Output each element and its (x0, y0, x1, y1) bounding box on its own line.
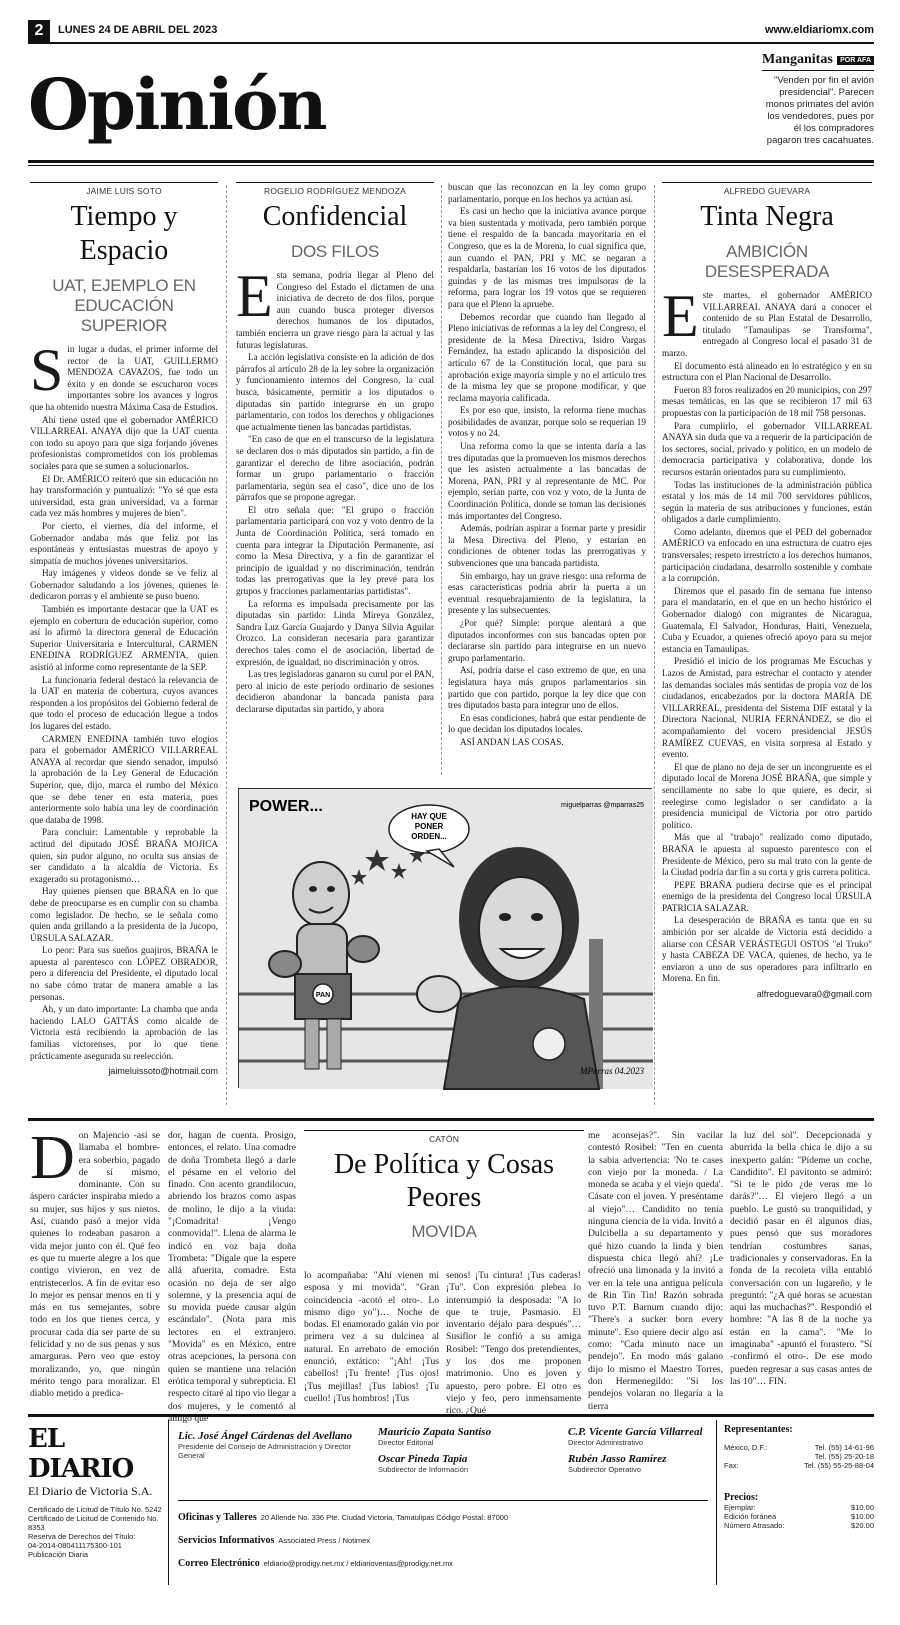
section-rule (28, 1118, 874, 1121)
column-body (236, 263, 434, 716)
paragraph: Debemos recordar que cuando han llegado al Pleno iniciativas de reformas a la ley del Congreso, el presidente de la Mesa Directiva, Isidro Vargas Fernández, ha estado aplicando la disposición del artículo 67 de la Constitución local, que para su aprobación exige mayoría simple y no el artículo tres de la misma ley que se propone modificar, y que reclama mayoría calificada. (448, 311, 646, 403)
paragraph: El otro señala que: "El grupo o fracción parlamentaria participará con voz y voto dentro de la Junta de Coordinación Política, será tomado en cuenta para integrar la Diputación Permanente, así como la Mesa Directiva, y a fin de garantizar el principio de igualdad y no discriminación, tendrán todas las prerrogativas que la ley prevé para los grupos y fracciones parlamentarias partidistas". (236, 504, 434, 597)
editorial-name: Mauricio Zapata Santiso (378, 1426, 492, 1438)
masthead-rule (28, 160, 874, 163)
paragraph: La acción legislativa consiste en la adición de dos párrafos al artículo 28 de la ley sobre la organización y funcionamiento internos del Congreso, la cual busca, básicamente, permitir a los diputados o diputadas sin partido integrarse en un grupo parlamentario, con todos los derechos y obligaciones que actualmente tienen las bancadas partidistas. (236, 352, 434, 432)
reps-label: Representantes: (724, 1424, 793, 1435)
paragraph: Todas las instituciones de la administración pública estatal y los más de 14 mil 700 servidores públicos, según la materia de sus atribuciones y funciones, están obligados a darle cumplimiento. (662, 479, 872, 525)
caton-name: De Política y Cosas Peores (333, 1149, 555, 1213)
rep-row: México, D.F.: Tel. (55) 14-61-96 (724, 1443, 874, 1452)
info-role: Subdirector de Información (378, 1465, 469, 1474)
footer-services: Servicios Informativos Associated Press / Notimex (178, 1535, 371, 1546)
caton-lead: Don Majencio -así se llamaba el hombre- era soberbio, pagado de sí mismo, dominante. Con su áspero carácter inspiraba miedo a su mujer, sus hijos y sus nietos. Así, cuando pasó a mejor vida quienes lo rodeaban pasaron a vida mejor junto con él. Qué feo es que tu muerte alegre a los que contigo vivieron, en vez de entristecerlos. A fin de evitar eso lo mejor es pensar menos en ti y más en tus semejantes, sobre todo en los que tienes cerca, y procurar cada día ser parte de su felicidad y no de sus penas y sus amarguras. Pero veo que estoy moralizando, yo, que ningún mérito tengo para moralizar. El diablo metido a predica- (30, 1124, 160, 1400)
column-tinta-negra (662, 182, 872, 1112)
drop-cap: D (30, 1124, 75, 1192)
column-body (662, 283, 872, 1000)
paragraph: Diremos que el pasado fin de semana fue intenso para el mandatario, en el que en un hecho histórico el Gobernador dialogó con migrantes de Nicaragua, Guatemala, El Salvador, Honduras, Haití, Venezuela, Cuba y Ecuador, a quienes ofreció apoyo para su mejor estancia en Tamaulipas. (662, 585, 872, 654)
column-divider (654, 185, 655, 1105)
prices-label: Precios: (724, 1492, 759, 1503)
paragraph: Sin embargo, hay un grave riesgo: una reforma de esas características podría abrir la puerta a un eventual resquebrajamiento de la legislatura, la presente y las subsecuentes. (448, 570, 646, 616)
column-confidencial (236, 182, 434, 782)
cartoon-signature: MParras 04.2023 (579, 1066, 644, 1076)
paragraph: La funcionaria federal destacó la relevancia de la UAT en materia de cobertura, cuyos avances responden a los propósitos del Gobierno federal de que todo el proceso de educación llegue a todos los lugares del estado. (30, 674, 218, 731)
caton-text: senos! ¡Tu cintura! ¡Tus caderas! ¡Tu". Con expresión plebea lo interrumpió la desposada: "A lo que te truje, Pasmasio. El inventario déjalo para después"… Susiflor le confió a su amiga Rosibel: "Tengo dos pretendientes, y los dos me proponen matrimonio. Uno es joven y apuesto, pero pobre. El otro es viejo y feo, pero inmensamente rico. ¿Qué (446, 1270, 581, 1417)
footer-admin (568, 1426, 728, 1474)
cartoon-illustration (239, 789, 653, 1089)
editorial-role: Director Editorial (378, 1438, 434, 1447)
author-email[interactable]: jaimeluissoto@hotmail.com (108, 1066, 218, 1077)
footer-cert: Publicación Diaria (28, 1550, 89, 1559)
paragraph: "En caso de que en el transcurso de la legislatura se declaren dos o más diputados sin partido, a fin de garantizar el derecho de libre asociación, podrán formar un grupo parlamentario o fracción parlamentaria, según sea el caso", dice uno de los párrafos que se propone agregar. (236, 434, 434, 503)
section-title: Opinión (28, 63, 326, 146)
footer (28, 1420, 874, 1600)
paragraph: La desesperación de BRAÑA es tanta que en su ambición por ser alcalde de Victoria está decidido a aliarse con CÉSAR VERÁSTEGUI OSTOS "el Truko" y hasta CABEZA DE VACA, quienes, de hecho, ya le enviaron a uno de sus operadores para infiltrarlo en Morena. En fin. (662, 915, 872, 984)
paragraph: Presidió el inicio de los programas Me Escuchas y Lazos de Amistad, para estrechar el contacto y atender las demandas sociales más sentidas de propia voz de los ciudadanos, encabezados por la doctora MARÍA DE VILLARREAL, presidenta del Sistema DIF estatal y la Directora Nacional, NURIA FERNÁNDEZ, se dio el acompañamiento del vocero presidencial JESÚS RAMÍREZ CUEVAS, en visita sorpresa al Estado y evento. (662, 656, 872, 760)
paragraph: Es casi un hecho que la iniciativa avance porque va bien sustentada y motivada, pero también porque tiene el respaldo de la bancada mayoritaria en el Congreso, que es la de Morena, lo cual significa que, aun cuando el PAN, PRI y MC se negaran a respaldarla, bastarían los 16 votos de los diputados guindas y de las mismas tres impulsoras de la reforma, para lograr los 19 votos que se requieren para que el Pleno la apruebe. (448, 206, 646, 309)
manganitas-text: "Venden por fin el avión presidencial". Parecen monos primates del avión los vendedores, pues por él los compradores pagaron tres cacahuates. (765, 75, 874, 146)
footer-cert: Certificado de Licitud de Contenido No. 8353 (28, 1514, 159, 1532)
paragraph: PEPE BRAÑA pudiera decirse que es el principal enemigo de la presidenta del Congreso local ÚRSULA PATRICIA SALAZAR. (662, 879, 872, 913)
paragraph: También es importante destacar que la UAT es ejemplo en cobertura de educación superior, como así lo afirmó la directora general de Educación Superior Universitaria e Intercultural, CARMEN ENEDINA RODRÍGUEZ ARMENTA, quien asistió al informe como representante de la SEP. (30, 604, 218, 673)
column-byline: JAIME LUIS SOTO (30, 182, 218, 196)
footer-logo-sub: El Diario de Victoria S.A. (28, 1484, 153, 1498)
caton-col-2 (168, 1130, 296, 1424)
paragraph: Para concluir: Lamentable y reprobable la actitud del diputado JOSÉ BRAÑA MOJICA quien, sin pudor alguno, no oculta sus ansias de ser candidato a la alcaldía de Victoria. Es exagerado su protagonismo… (30, 827, 218, 884)
caton-col-3 (304, 1270, 439, 1410)
caton-col-4 (446, 1270, 581, 1417)
footer-cert: 04-2014-080411175300-101 (28, 1541, 122, 1550)
column-name: Confidencial (262, 201, 408, 232)
caton-col-6 (730, 1130, 872, 1410)
price-row: Ejemplar: $10.00 (724, 1503, 874, 1512)
column-confidencial-continued (448, 182, 646, 782)
column-headline: AMBICIÓN DESESPERADA (704, 242, 830, 281)
paragraph: Hay imágenes y videos donde se ve feliz al Gobernador saludando a los jóvenes, quienes le dedicaron porras y el ambiente se puso bueno. (30, 568, 218, 602)
paragraph: Así, podría darse el caso extremo de que, en una legislatura haya más grupos parlamentarios sin partido que con partido, porque la ley dice que con tres diputados basta para integrar uno de ellos. (448, 665, 646, 711)
footer-cert: Reserva de Derechos del Título: (28, 1532, 136, 1541)
column-name: Tinta Negra (700, 201, 834, 232)
column-headline: DOS FILOS (291, 242, 379, 261)
issue-date: LUNES 24 DE ABRIL DEL 2023 (58, 24, 218, 36)
author-email[interactable]: alfredoguevara0@gmail.com (756, 989, 872, 1000)
paragraph: buscan que las reconozcan en la ley como grupo parlamentario, porque en los hechos ya actúan así. (448, 182, 646, 204)
drop-cap: E (236, 263, 273, 329)
paragraph: Más que al "trabajo" realizado como diputado, BRAÑA le apuesta al supuesto parentesco con el Presidente de México, pero su mal trato con la gente de la Ciudad podría dar fin a su corta y gris carrera política. (662, 832, 872, 878)
column-name: Tiempo y Espacio (70, 201, 178, 266)
caton-text: dor, hagan de cuenta. Prosigo, entonces, el relato. Una comadre de doña Trombeta llegó a darle el pésame en el velorio del finado. Con acento grandilocuo, abriendo los brazos como aspas de molino, le dijo a la viuda: "¡Comadrita! ¡Vengo conmovida!". Llena de alarma le indicó en voz baja doña Trombeta: "Dígale que la espere allá afuerita, comadre. Esta ocasión no deja de ser algo solemne, y la presencia aquí de su movida puede causar algún escándalo". (Nota para mis lectores en el extranjero. "Movida" es en México, entre otras acepciones, la persona con quien se mantiene una relación erótica temporal y subrepticia. El respecto citaré al tipo vio llegar a dos mujeres, y le comentó al amigo que (168, 1130, 296, 1424)
masthead-rule-thin (28, 165, 874, 166)
paragraph: Fueron 83 foros realizados en 20 municipios, con 297 mesas temáticas, en las que se recibieron 17 mil 63 propuestas con la participación de 18 mil 758 personas. (662, 384, 872, 418)
footer-divider (716, 1420, 717, 1585)
paragraph: Las tres legisladoras ganaron su curul por el PAN, pero al inicio de este período ordinario de sesiones decidieron abandonar la bancada panista para declararse diputadas sin partido, y ahora (236, 669, 434, 714)
paragraph: Como adelanto, diremos que el PED del gobernador AMÉRICO va enfocado en una estructura de cuatro ejes transversales; respeto irrestricto a los derechos humanos, participación ciudadana, desarrollo sostenible y combate a la corrupción. (662, 526, 872, 584)
caton-text: la luz del sol". Decepcionada y aburrida la bella chica le dijo a su inexperto galán: "Pídeme un coche, Candidito". El pavitonto se admiró: "Si te le pido ¿de veras me lo darás?"… El viejero llegó a un pueblo. Le gustó su tranquilidad, y decidió pasar en él algunos días, pues pensó que sus moradores tendrían costumbres sanas, tradicionales y conservadoras. En la fonda de la recoleta villa entabló conversación con un lugareño, y le preguntó: "¿A qué horas se acuestan aquí las muchachas?". Respondió el hombre: "A las 8 de la noche ya están en la cama". "Me lo imaginaba" -apuntó el forastero. "Sí -confirmó el otro-. De ese modo pueden regresar a sus casas antes de las 10"… FIN. (730, 1130, 872, 1387)
manganitas-header (762, 52, 874, 71)
column-headline: UAT, EJEMPLO EN EDUCACIÓN SUPERIOR (52, 276, 196, 335)
rep-row: Tel. (55) 25-20-18 (814, 1452, 874, 1461)
lead-paragraph: Sin lugar a dudas, el primer informe del rector de la UAT, GUILLERMO MENDOZA CAVAZOS, fue todo un éxito y en donde se escucharon voces importantes sobre los avances y logros que ha obtenido nuestra Máxima Casa de Estudios. (30, 337, 218, 412)
site-url[interactable]: www.eldiariomx.com (764, 24, 874, 36)
paragraph: Lo peor: Para sus sueños guajiros, BRAÑA le apuesta al parentesco con LÓPEZ OBRADOR, pero a diferencia del Presidente, el diputado local no sabe cómo tratar de manera amable a las personas. (30, 945, 218, 1002)
page-number: 2 (28, 20, 50, 42)
column-body (448, 182, 646, 749)
cartoon-title: POWER... (249, 798, 323, 815)
column-divider (441, 185, 442, 775)
paragraph: Por cierto, el viernes, día del informe, el Gobernador andaba más que feliz por las espontáneas y entusiastas muestras de apoyo y simpatía de muchos jóvenes universitarios. (30, 520, 218, 566)
caton-headline: MOVIDA (411, 1222, 477, 1241)
column-body (30, 337, 218, 1077)
footer-rule (28, 1414, 874, 1417)
footer-email[interactable]: Correo Electrónico eldiario@prodigy.net.mx / eldiarioventas@prodigy.net.mx (178, 1558, 453, 1569)
lead-paragraph: Este martes, el gobernador AMÉRICO VILLARREAL ANAYA dará a conocer el contenido de su Plan Estatal de Desarrollo, titulado "Tamaulipas se Transforma", entregado al Congreso local el pasado 31 de marzo. (662, 283, 872, 358)
price-row: Número Atrasado: $20.00 (724, 1521, 874, 1530)
footer-reps (724, 1424, 874, 1530)
footer-president (178, 1430, 358, 1460)
paragraph: El Dr. AMÉRICO reiteró que sin educación no hay transformación y puntualizó: "Yo sé que esta universidad, esta gran universidad, va a formar cada vez más hombres y mujeres de bien". (30, 473, 218, 519)
drop-cap: E (662, 283, 699, 349)
footer-cert: Certificado de Licitud de Título No. 5242 (28, 1505, 162, 1514)
footer-logo: EL DIARIO (28, 1424, 134, 1484)
speech-line-2: PONER (414, 822, 444, 831)
lead-paragraph: Esta semana, podría llegar al Pleno del Congreso del Estado el dictamen de una iniciativa de decreto de dos filos, porque aun cuando busca proteger diversos derechos humanos de los diputados, también encierra un grave riesgo para la actual y las futuras legislaturas. (236, 263, 434, 350)
price-row: Edición foránea $10.00 (724, 1512, 874, 1521)
column-tiempo-y-espacio (30, 182, 218, 1112)
admin-name: C.P. Vicente García Villarreal (568, 1426, 703, 1438)
paragraph: En esas condiciones, habrá que estar pendiente de lo que decidan los diputados locales. (448, 712, 646, 735)
paragraph: Hay quienes piensen que BRAÑA en lo que debe de preocuparse es en cumplir con su chamba como legislador. De hecho, se le señala como quien anda grillando a la presidenta de la Jucopo, ÚRSULA SALAZAR. (30, 886, 218, 943)
cartoon-belt-label: PAN (315, 992, 331, 999)
footer-brand (28, 1424, 168, 1559)
caton-text: me aconsejas?". Sin vacilar contestó Rosibel: "Ten en cuenta la sabia advertencia: 'No te cases con viejo por la moneda. / La moneda se acaba y el viejo queda'. Cásate con el joven. Y preséntame al viejo"… Candidito no tenía ninguna ciencia de la vida. Invitó a Dulcibella a su departamento y qué hizo cuando la linda y bien dispuesta chica llegó ahí? ¡Le ofreció una limonada y la invitó a ver en la tele una antigua película de Rin Tin Tin! Razón sobrada tuvo P.T. Barnum cuando dijo: "There's a sucker born every minute". Eso quiere decir algo así como: "Cada minuto nace un pendejo". En modo más galano dijo lo mismo el Maestro Torres, don Hermenegildo: "Si los pendejos volaran no llegaría a la tierra (588, 1130, 723, 1412)
rep-row: Fax: Tel. (55) 55-25-88-04 (724, 1461, 874, 1470)
column-byline: ALFREDO GUEVARA (662, 182, 872, 196)
oper-role: Subdirector Operativo (568, 1465, 641, 1474)
footer-divider (168, 1420, 169, 1585)
president-role: Presidente del Consejo de Administración y Director General (178, 1442, 352, 1460)
paragraph: ¿Por qué? Simple: porque alentará a que diputados inconformes con sus bancadas opten por declararse sin partido para integrarse en un nuevo grupo parlamentario. (448, 617, 646, 663)
admin-role: Director Administrativo (568, 1438, 644, 1447)
paragraph: El que de plano no deja de ser un incongruente es el diputado local de Morena JOSÉ BRAÑA, que simple y sencillamente no sabe lo que quiere, es decir, si reelegirse como legislador o ser candidato a la presidencia municipal de Victoria por otro partido político. (662, 761, 872, 830)
top-bar (28, 20, 874, 44)
paragraph: El documento está alineado en lo estratégico y en su estructura con el Plan Nacional de Desarrollo. (662, 360, 872, 383)
caton-text: lo acompañaba: "Ahí vienen mi esposa y mi movida". "Gran coincidencia -acotó el otro-. Lo mismo digo yo")… Noche de bodas. El enamorado galán vio por primera vez a su dulcinea al natural. En arrebato de emoción enunció, extático: "¡Ah! ¡Tus cabellos! ¡Tu frente! ¡Tus ojos! ¡Tus mejillas! ¡Tus labios! ¡Tu cuello! ¡Tus hombros! ¡Tus (304, 1270, 439, 1404)
manganitas-tag: POR AFA (837, 56, 874, 65)
footer-editorial (378, 1426, 558, 1474)
speech-line-3: ORDEN... (411, 832, 447, 841)
paragraph: Además, podrían aspirar a formar parte y presidir la Mesa Directiva del Pleno, y estarían en condiciones de obtener todas las prerrogativas y subvenciones que una bancada partidista. (448, 523, 646, 568)
cartoon-credit: miguelparras @mparras25 (561, 802, 644, 809)
info-name: Oscar Pineda Tapia (378, 1453, 468, 1465)
paragraph: La reforma es impulsada precisamente por las diputadas sin partido: Linda Mireya González, Sandra Luz García Guajardo y Danya Silvia Aguilar Orozco. La consideran necesaria para garantizar derechos tales como el de asociación, libertad de expresión, de igualdad, no discriminación y otros. (236, 598, 434, 667)
caton-col-1 (30, 1124, 160, 1410)
speech-line-1: HAY QUE (411, 812, 447, 821)
paragraph: Ah, y un dato importante: La chamba que anda haciendo LALO GATTÁS como alcalde de Victoria está recibiendo la aprobación de las familias victorenses, por lo que tiene prácticamente asegurada su reelección. (30, 1004, 218, 1061)
caton-header (304, 1130, 584, 1280)
caton-byline: CATÓN (304, 1130, 584, 1144)
oper-name: Rubén Jasso Ramírez (568, 1453, 667, 1465)
paragraph: CARMEN ENEDINA también tuvo elogios para el gobernador AMÉRICO VILLARREAL ANAYA al recordar que siendo senador, impulsó la aprobación de la Ley General de Educación Superior, que, dijo, marca el rumbo del México que se debe tener en esta materia, pues anteriormente solo había una ley de coordinación que databa de 1998. (30, 733, 218, 825)
paragraph: ASÍ ANDAN LAS COSAS. (460, 736, 564, 747)
footer-contacts (178, 1500, 708, 1571)
column-byline: ROGELIO RODRÍGUEZ MENDOZA (236, 182, 434, 196)
drop-cap: S (30, 337, 64, 403)
caton-col-5 (588, 1130, 723, 1410)
footer-offices: Oficinas y Talleres 20 Allende No. 336 Pte. Ciudad Victoria, Tamaulipas Código Postal: 87000 (178, 1512, 509, 1523)
president-name: Lic. José Ángel Cárdenas del Avellano (178, 1430, 353, 1442)
manganitas-title: Manganitas (762, 52, 833, 67)
paragraph: Ahí tiene usted que el gobernador AMÉRICO VILLARREAL ANAYA dijo que la UAT cuenta con todo su apoyo para que siga forjando jóvenes profesionistas comprometidos con los problemas sociales para que se sumen a solucionarlos. (30, 414, 218, 471)
column-divider (226, 185, 227, 1105)
paragraph: Para cumplirlo, el gobernador VILLARREAL ANAYA sin duda que va a requerir de la participación de los sectores, social, privado y político, en un modelo de democracia participativa y colaborativa, donde los recursos estarán orientados para su cumplimiento. (662, 420, 872, 477)
paragraph: Una reforma como la que se intenta daría a las tres diputadas que la promueven los mismos derechos que les asisten actualmente a las bancadas de Morena, PAN, PRI y al representante de MC. Por ejemplo, serían parte, con voz y voto, de la Junta de Coordinación Política, donde se toman las decisiones más importantes del Congreso. (448, 441, 646, 521)
paragraph: Es por eso que, insisto, la reforma tiene muchas posibilidades de avanzar, porque solo se requerían 19 votos y no 24. (448, 405, 646, 439)
editorial-cartoon (238, 788, 652, 1088)
